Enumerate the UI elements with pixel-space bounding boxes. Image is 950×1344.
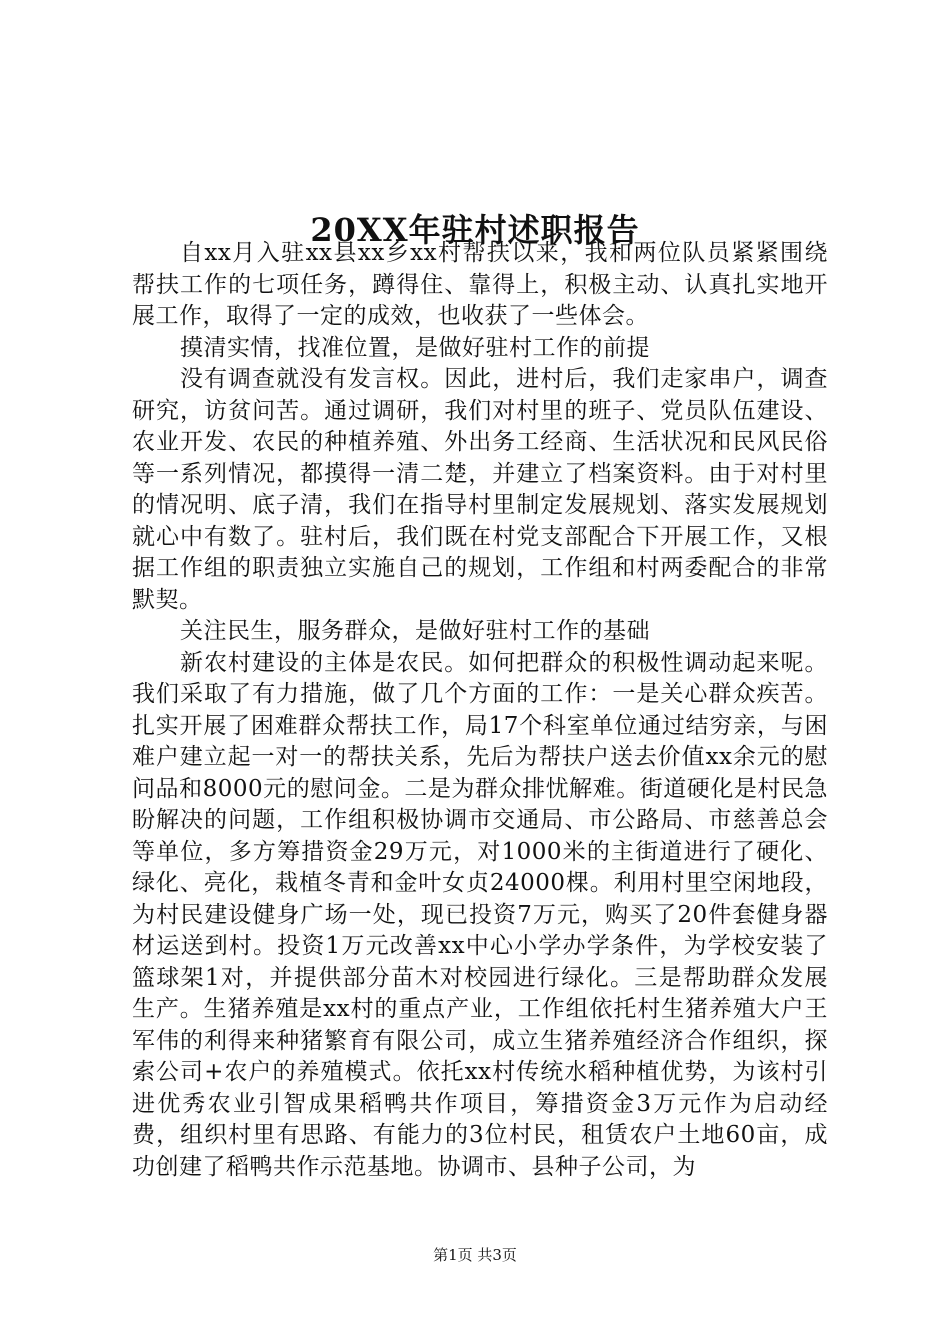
document-body: [132, 238, 828, 1183]
section-heading-1: 摸清实情，找准位置，是做好驻村工作的前提: [180, 334, 650, 361]
page-footer: 第1页 共3页: [433, 1246, 517, 1264]
document-title: 20XX年驻村述职报告: [310, 211, 640, 250]
section-1-paragraph: 没有调查就没有发言权。因此，进村后，我们走家串户，调查研究，访贫问苦。通过调研，我们对村里的班子、党员队伍建设、农业开发、农民的种植养殖、外出务工经商、生活状况和民风民俗等一系列情况，都摸得一清二楚，并建立了档案资料。由于对村里的情况明、底子清，我们在指导村里制定发展规划、落实发展规划就心中有数了。驻村后，我们既在村党支部配合下开展工作，又根据工作组的职责独立实施自己的规划，工作组和村两委配合的非常默契。: [132, 366, 828, 613]
intro-paragraph: 自xx月入驻xx县xx乡xx村帮扶以来，我和两位队员紧紧围绕帮扶工作的七项任务，蹲得住、靠得上，积极主动、认真扎实地开展工作，取得了一定的成效，也收获了一些体会。: [132, 240, 828, 329]
section-heading-2: 关注民生，服务群众，是做好驻村工作的基础: [180, 618, 650, 644]
section-2-paragraph: 新农村建设的主体是农民。如何把群众的积极性调动起来呢。我们采取了有力措施，做了几个方面的工作：一是关心群众疾苦。扎实开展了困难群众帮扶工作，局17个科室单位通过结穷亲，与困难户建立起一对一的帮扶关系，先后为帮扶户送去价值xx余元的慰问品和8000元的慰问金。二是为群众排忧解难。街道硬化是村民急盼解决的问题，工作组积极协调市交通局、市公路局、市慈善总会等单位，多方筹措资金29万元，对1000米的主街道进行了硬化、绿化、亮化，栽植冬青和金叶女贞24000棵。利用村里空闲地段，为村民建设健身广场一处，现已投资7万元，购买了20件套健身器材运送到村。投资1万元改善xx中心小学办学条件，为学校安装了篮球架1对，并提供部分苗木对校园进行绿化。三是帮助群众发展生产。生猪养殖是xx村的重点产业，工作组依托村生猪养殖大户王军伟的利得来种猪繁育有限公司，成立生猪养殖经济合作组织，探索公司+农户的养殖模式。依托xx村传统水稻种植优势，为该村引进优秀农业引智成果稻鸭共作项目，筹措资金3万元作为启动经费，组织村里有思路、有能力的3位村民，租赁农户土地60亩，成功创建了稻鸭共作示范基地。协调市、县种子公司，为: [132, 649, 828, 1180]
